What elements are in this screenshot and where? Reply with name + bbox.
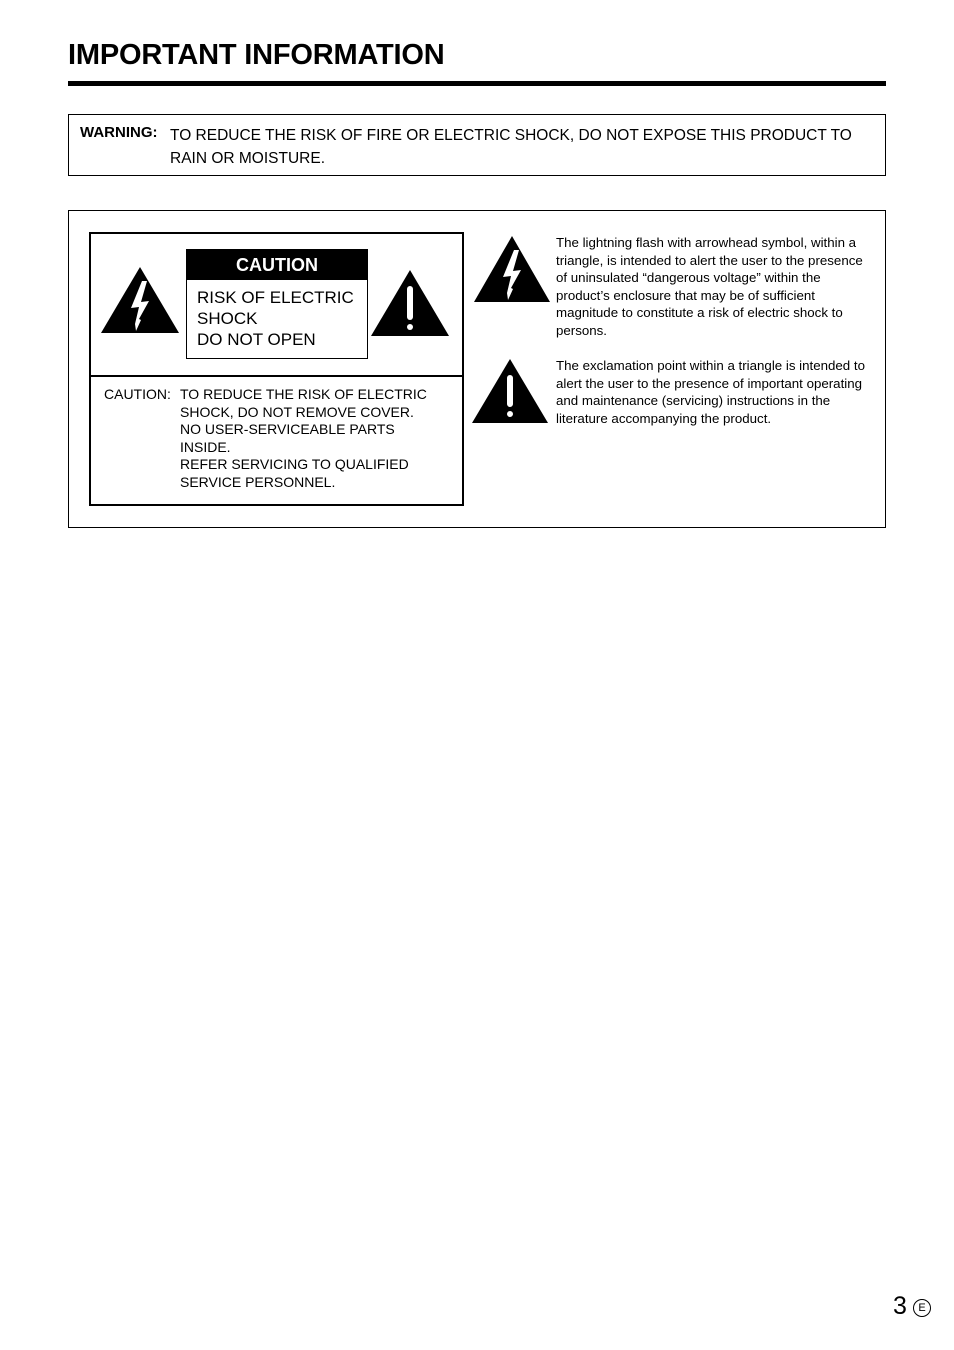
warning-box	[68, 114, 886, 176]
caution-lower-label: CAUTION:	[104, 386, 171, 402]
lightning-triangle-icon	[101, 267, 179, 333]
lightning-triangle-icon	[474, 236, 550, 302]
exclamation-description: The exclamation point within a triangle is intended to alert the user to the presence of important operating and maintenance (servicing) instructions in the literature accompanying the product.	[556, 358, 865, 426]
page-number: 3	[893, 1292, 907, 1320]
caution-lower-line: REFER SERVICING TO QUALIFIED	[180, 456, 409, 473]
caution-line: DO NOT OPEN	[197, 330, 316, 349]
caution-lower-line: SERVICE PERSONNEL.	[180, 473, 336, 490]
caution-lower-line: NO USER-SERVICEABLE PARTS	[180, 421, 395, 438]
label-divider	[91, 375, 462, 377]
exclamation-triangle-icon	[371, 270, 449, 336]
caution-header: CAUTION	[187, 250, 367, 280]
caution-line: RISK OF ELECTRIC	[197, 288, 354, 307]
page-title: IMPORTANT INFORMATION	[68, 39, 445, 71]
caution-lower-line: INSIDE.	[180, 438, 231, 455]
warning-label: WARNING:	[80, 124, 158, 141]
title-rule	[68, 81, 886, 86]
caution-line: SHOCK	[197, 309, 258, 328]
language-badge: E	[913, 1299, 931, 1317]
caution-lower-text	[180, 386, 455, 492]
warning-text: TO REDUCE THE RISK OF FIRE OR ELECTRIC SHOCK, DO NOT EXPOSE THIS PRODUCT TO RAIN OR MOISTURE.	[170, 127, 852, 167]
lightning-description: The lightning flash with arrowhead symbol, within a triangle, is intended to alert the user to the presence of uninsulated “dangerous voltage” within the product’s enclosure that may be of sufficient magnitude to constitute a risk of electric shock to persons.	[556, 235, 863, 338]
caution-warning-lines	[197, 287, 354, 350]
caution-label	[89, 232, 464, 506]
caution-lower-line: SHOCK, DO NOT REMOVE COVER.	[180, 403, 414, 420]
exclamation-triangle-icon	[472, 359, 548, 423]
caution-panel	[186, 249, 368, 359]
caution-lower-line: TO REDUCE THE RISK OF ELECTRIC	[180, 386, 427, 402]
